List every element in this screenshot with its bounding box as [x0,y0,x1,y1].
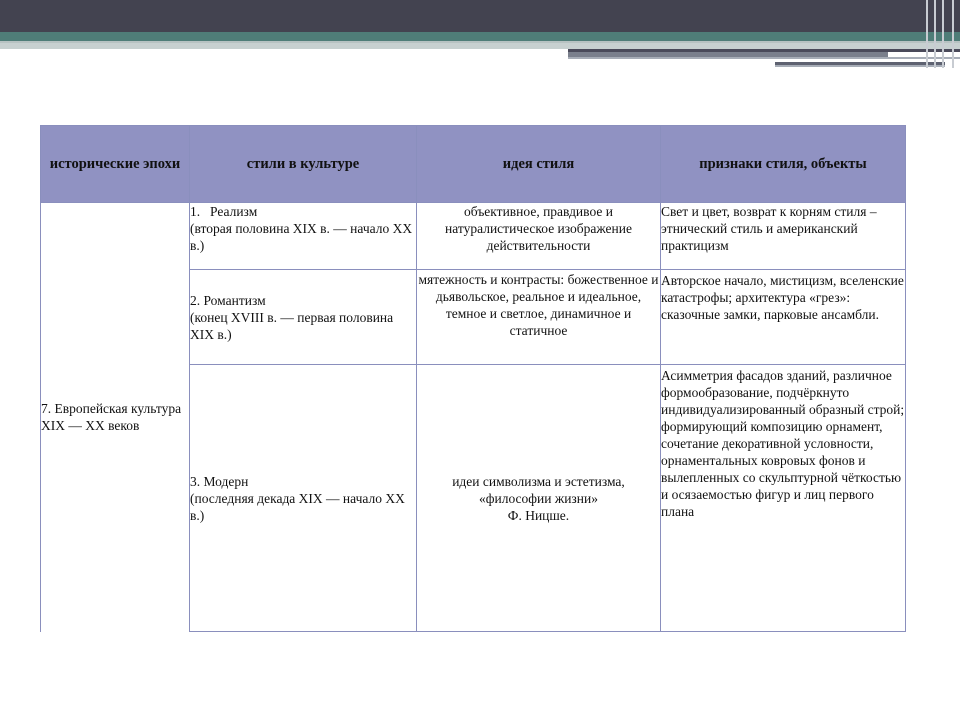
traits-cell: Свет и цвет, возврат к корням стиля – этнический стиль и американский практицизм [661,203,906,270]
idea-line: идеи символизма и эстетизма, [452,473,625,489]
epoch-cell: 7. Европейская культура XIX — XX веков [41,203,190,632]
decor-corner-lines [922,0,960,70]
style-number: 1. [190,204,201,219]
table-row [41,203,906,270]
idea-cell: мятежность и контрасты: божественное и дьявольское, реальное и идеальное, темное и светлое, динамичное и статичное [417,270,661,365]
style-cell [190,365,417,632]
idea-cell: объективное, правдивое и натуралистическое изображение действительности [417,203,661,270]
styles-table [40,125,906,632]
style-name: 3. Модерн [190,473,249,489]
traits-cell: Авторское начало, мистицизм, вселенские катастрофы; архитектура «грез»: сказочные замки, парковые ансамбли. [661,270,906,365]
header-teal-band [0,32,960,41]
traits-cell: Асимметрия фасадов зданий, различное формообразование, подчёркнуто индивидуализированный образный строй; формирующий композицию орнамент, сочетание декоративной условности, орнаментальных ковровых фонов и вылепленных со скульптурной чёткостью и осязаемостью фигур и лиц первого плана [661,365,906,632]
header-traits: признаки стиля, объекты [661,126,906,203]
style-period: (конец XVIII в. — первая половина XIX в.) [190,309,394,342]
style-cell [190,203,417,270]
style-cell [190,270,417,365]
style-period: (последняя декада XIX — начало XX в.) [190,490,405,523]
header-styles: стили в культуре [190,126,417,203]
style-name: Реализм [210,204,258,219]
table-header-row [41,126,906,203]
style-name: 2. Романтизм [190,292,266,308]
decor-stripe [568,57,960,59]
header-idea: идея стиля [417,126,661,203]
header-dark-band [0,0,960,32]
idea-cell [417,365,661,632]
style-period: (вторая половина XIX в. — начало XX в.) [190,221,413,253]
decor-stripe [775,65,945,67]
idea-line: «философии жизни» [479,490,598,506]
header-epochs: исторические эпохи [41,126,190,203]
idea-line: Ф. Ницше. [507,507,570,523]
